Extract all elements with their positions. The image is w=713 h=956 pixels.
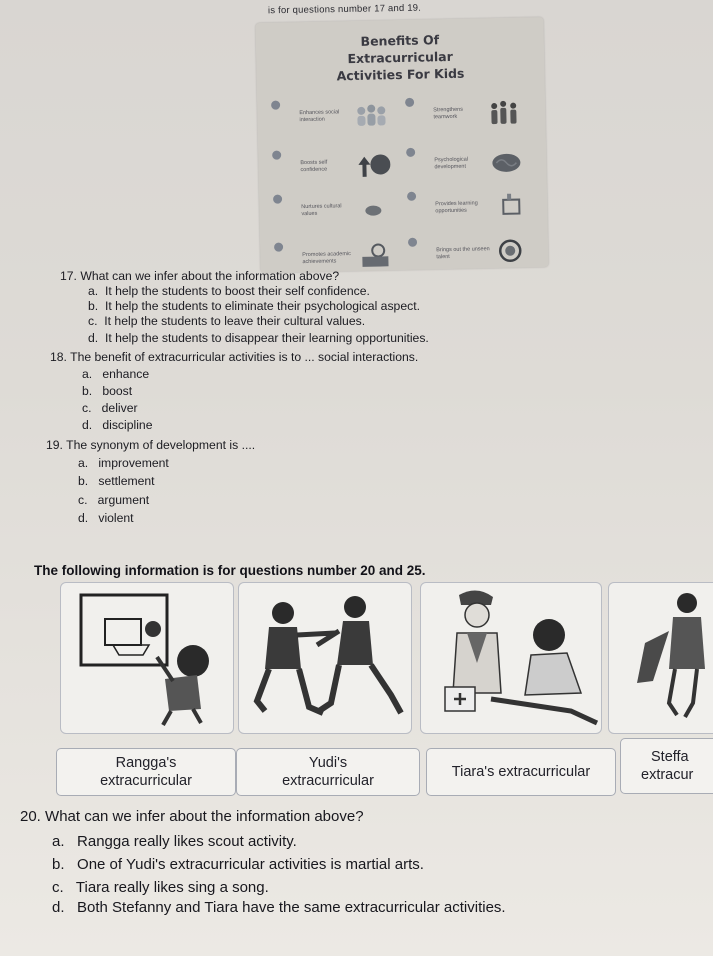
- dancer-illustration: [609, 583, 713, 733]
- header-note: is for questions number 17 and 19.: [267, 2, 422, 17]
- option-letter: d.: [82, 418, 93, 432]
- question-text: What can we infer about the information above?: [80, 269, 340, 283]
- infographic-item-label: Psychological development: [434, 156, 469, 170]
- option-letter: b.: [78, 474, 89, 488]
- option-17c[interactable]: [88, 314, 365, 329]
- option-20a[interactable]: [52, 833, 297, 851]
- option-text: discipline: [102, 418, 153, 432]
- option-20c[interactable]: [52, 879, 269, 897]
- question-text: What can we infer about the information above?: [45, 808, 364, 825]
- question-20: [20, 808, 364, 826]
- infographic-card: [255, 17, 548, 273]
- bullet-dot-icon: [407, 192, 416, 201]
- caption-line: Rangga's: [115, 755, 177, 771]
- option-19b[interactable]: [78, 474, 155, 489]
- first-aid-illustration: [421, 583, 601, 733]
- option-text: Both Stefanny and Tiara have the same extracurricular activities.: [77, 899, 506, 916]
- option-17d[interactable]: [88, 331, 429, 346]
- option-20b[interactable]: [52, 856, 424, 874]
- option-text: It help the students to leave their cultural values.: [104, 314, 366, 328]
- option-19c[interactable]: [78, 493, 149, 508]
- caption-rangga: [56, 748, 236, 796]
- option-letter: a.: [82, 367, 93, 381]
- basketball-player-illustration: [61, 583, 233, 733]
- infographic-item-label: Nurtures cultural values: [301, 203, 342, 217]
- option-letter: a.: [78, 456, 89, 470]
- infographic-item-label: Strengthens teamwork: [433, 106, 464, 120]
- option-text: improvement: [98, 456, 169, 470]
- infographic-title: [256, 29, 545, 86]
- infographic-item: [272, 148, 403, 191]
- question-number: 20.: [20, 808, 41, 825]
- infographic-item-label: Brings out the unseen talent: [436, 246, 490, 260]
- option-text: It help the students to boost their self confidence.: [104, 284, 370, 298]
- option-text: boost: [102, 384, 133, 398]
- option-text: argument: [97, 493, 150, 507]
- bullet-dot-icon: [271, 101, 280, 110]
- question-text: The benefit of extracurricular activities is to ... social interactions.: [70, 350, 419, 364]
- infographic-item: [406, 145, 537, 188]
- option-text: It help the students to disappear their learning opportunities.: [104, 331, 429, 345]
- infographic-item: [407, 189, 538, 232]
- option-18a[interactable]: [82, 367, 149, 382]
- trophy-icon: [356, 242, 393, 273]
- infographic-item: [271, 98, 402, 141]
- option-18d[interactable]: [82, 418, 152, 433]
- martial-arts-illustration: [239, 583, 411, 733]
- option-letter: a.: [88, 284, 99, 298]
- option-letter: c.: [88, 314, 98, 328]
- cultural-icon: [355, 194, 392, 225]
- option-text: settlement: [98, 474, 155, 488]
- option-19a[interactable]: [78, 456, 169, 471]
- people-group-icon: [353, 100, 390, 131]
- desk-icon: [489, 191, 526, 222]
- infographic-title-line-2: Extracurricular: [347, 48, 453, 67]
- bullet-dot-icon: [406, 148, 415, 157]
- option-letter: c.: [78, 493, 88, 507]
- picture-panel-rangga: [60, 582, 234, 734]
- option-19d[interactable]: [78, 511, 134, 526]
- question-number: 18.: [50, 350, 67, 364]
- option-text: deliver: [101, 401, 138, 415]
- option-17a[interactable]: [88, 284, 370, 299]
- option-letter: b.: [52, 856, 65, 873]
- confidence-figure-icon: [354, 150, 391, 181]
- infographic-item: [273, 192, 404, 235]
- infographic-item: [408, 235, 539, 278]
- team-figures-icon: [487, 97, 524, 128]
- infographic-item-label: Enhances social interaction: [299, 109, 340, 123]
- caption-yudi: [236, 748, 420, 796]
- option-text: Tiara really likes sing a song.: [75, 879, 269, 896]
- infographic-item-label: Boosts self confidence: [300, 159, 328, 173]
- caption-line: extracur: [641, 767, 694, 783]
- brain-icon: [488, 147, 525, 178]
- option-20d[interactable]: [52, 899, 506, 917]
- option-text: violent: [98, 511, 134, 525]
- option-letter: c.: [52, 879, 64, 896]
- option-letter: d.: [88, 331, 99, 345]
- infographic-title-line-3: Activities For Kids: [336, 65, 465, 84]
- caption-steffany: [620, 738, 713, 794]
- option-letter: a.: [52, 833, 65, 850]
- caption-line: Steffa: [651, 749, 689, 765]
- bullet-dot-icon: [274, 243, 283, 252]
- section-heading: The following information is for questions number 20 and 25.: [34, 563, 426, 578]
- option-letter: b.: [82, 384, 93, 398]
- caption-line: extracurricular: [282, 773, 374, 789]
- option-18b[interactable]: [82, 384, 132, 399]
- option-letter: d.: [78, 511, 89, 525]
- infographic-title-line-1: Benefits Of: [360, 32, 440, 49]
- option-text: enhance: [102, 367, 150, 381]
- option-text: It help the students to eliminate their psychological aspect.: [104, 299, 420, 313]
- question-18: [50, 350, 418, 365]
- option-letter: c.: [82, 401, 92, 415]
- infographic-item-label: Provides learning opportunities: [435, 200, 478, 214]
- option-letter: d.: [52, 899, 65, 916]
- infographic-item-label: Promotes academic achievements: [302, 251, 351, 265]
- bullet-dot-icon: [272, 151, 281, 160]
- bullet-dot-icon: [405, 98, 414, 107]
- question-17: [60, 269, 339, 284]
- caption-line: Tiara's extracurricular: [451, 764, 591, 780]
- option-text: One of Yudi's extracurricular activities is martial arts.: [77, 856, 424, 873]
- question-number: 19.: [46, 438, 63, 452]
- infographic-item: [405, 95, 536, 138]
- lightbulb-icon: [490, 237, 527, 268]
- option-18c[interactable]: [82, 401, 138, 416]
- picture-panel-tiara: [420, 582, 602, 734]
- question-number: 17.: [60, 269, 77, 283]
- caption-tiara: [426, 748, 616, 796]
- question-text: The synonym of development is ....: [66, 438, 256, 452]
- picture-panel-steffany: [608, 582, 713, 734]
- picture-panel-yudi: [238, 582, 412, 734]
- bullet-dot-icon: [408, 238, 417, 247]
- caption-line: Yudi's: [308, 755, 348, 771]
- question-19: [46, 438, 255, 453]
- caption-line: extracurricular: [100, 773, 192, 789]
- bullet-dot-icon: [273, 195, 282, 204]
- option-17b[interactable]: [88, 299, 420, 314]
- option-text: Rangga really likes scout activity.: [77, 833, 297, 850]
- option-letter: b.: [88, 299, 99, 313]
